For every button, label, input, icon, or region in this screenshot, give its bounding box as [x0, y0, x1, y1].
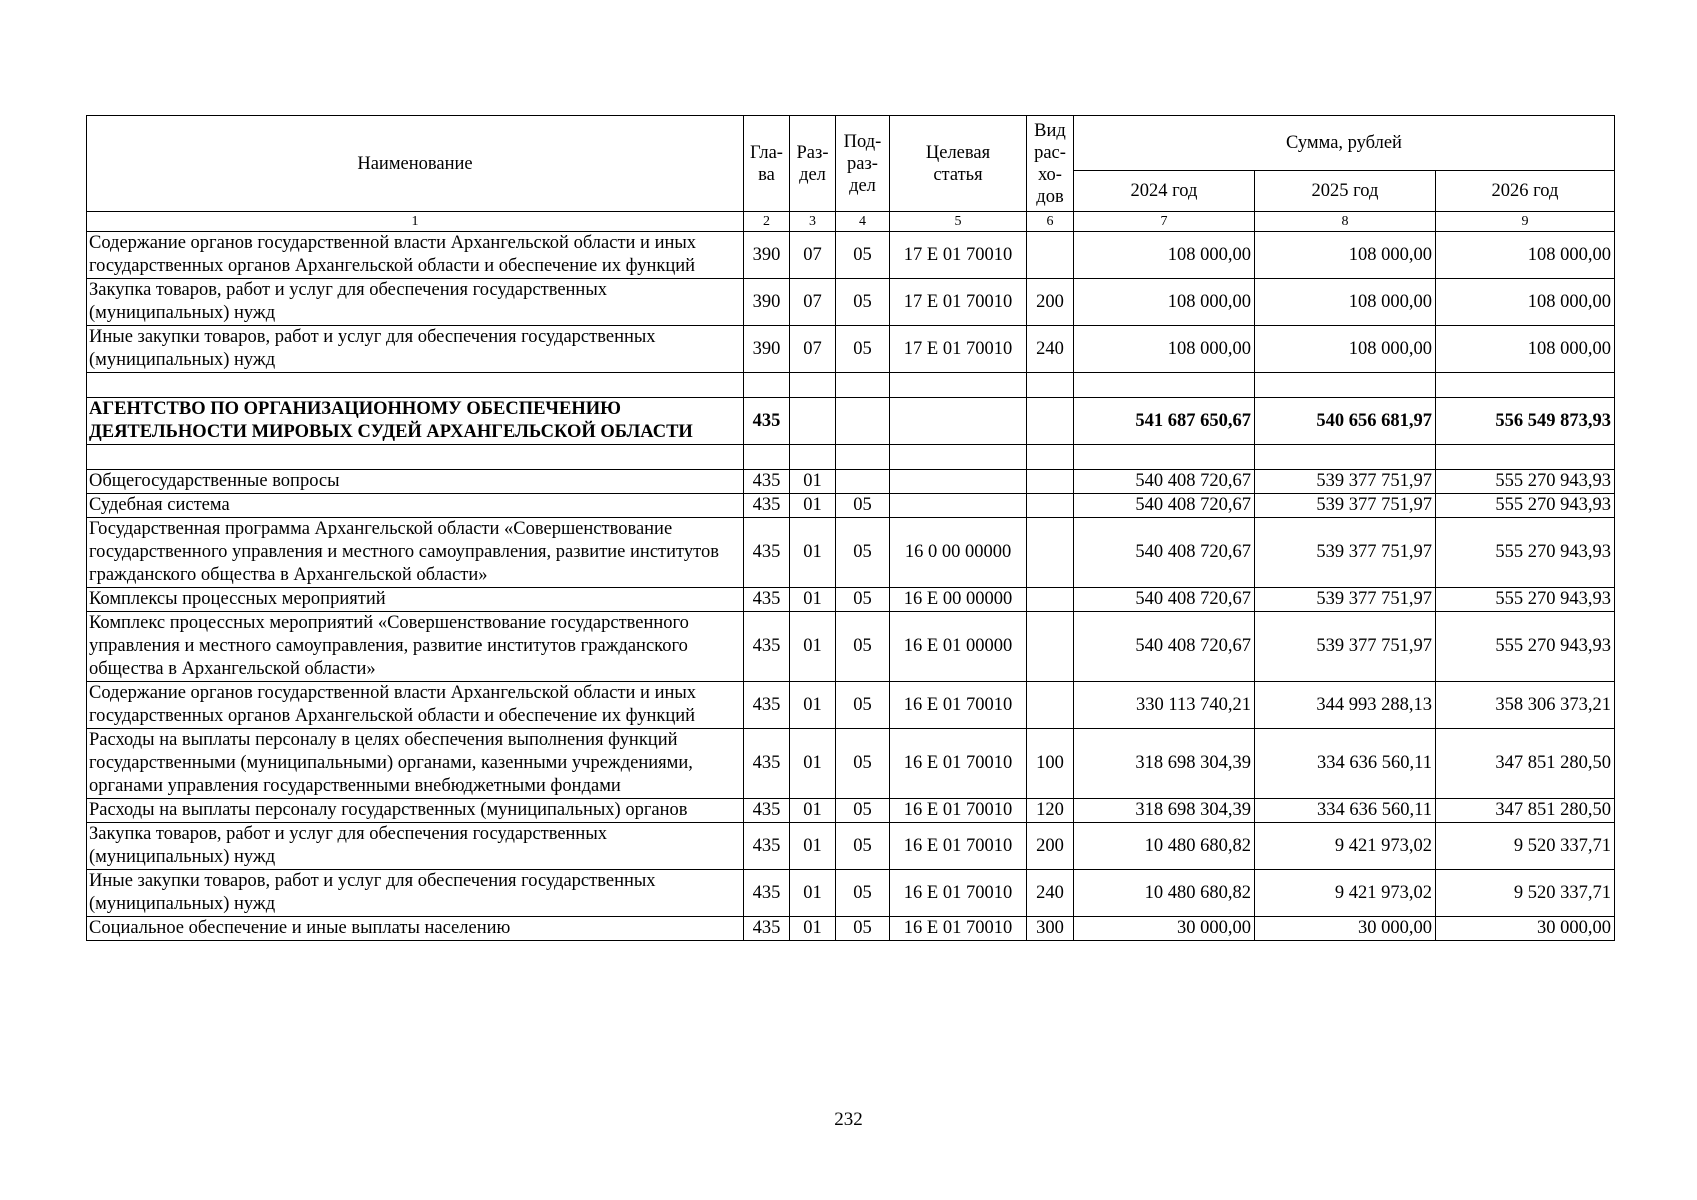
header-name: Наименование — [87, 116, 744, 212]
cell-podrazdel — [836, 398, 890, 445]
cell-razdel — [790, 398, 836, 445]
cell-name: Социальное обеспечение и иные выплаты населению — [87, 917, 744, 941]
cell-sum-2026 — [1436, 373, 1615, 398]
cell-podrazdel: 05 — [836, 232, 890, 279]
cell-sum-2024: 540 408 720,67 — [1074, 518, 1255, 588]
cell-name: Иные закупки товаров, работ и услуг для обеспечения государственных (муниципальных) нужд — [87, 870, 744, 917]
cell-podrazdel — [836, 445, 890, 470]
cell-name: Содержание органов государственной власти Архангельской области и иных государственных органов Архангельской области и обеспечение их функций — [87, 232, 744, 279]
cell-sum-2025 — [1255, 445, 1436, 470]
cell-expense-type — [1027, 398, 1074, 445]
cell-target-article: 17 Е 01 70010 — [890, 279, 1027, 326]
cell-glava: 435 — [744, 612, 790, 682]
cell-name: АГЕНТСТВО ПО ОРГАНИЗАЦИОННОМУ ОБЕСПЕЧЕНИЮ ДЕЯТЕЛЬНОСТИ МИРОВЫХ СУДЕЙ АРХАНГЕЛЬСКОЙ ОБЛАСТИ — [87, 398, 744, 445]
cell-target-article: 17 Е 01 70010 — [890, 232, 1027, 279]
cell-podrazdel: 05 — [836, 917, 890, 941]
cell-sum-2025: 539 377 751,97 — [1255, 588, 1436, 612]
cell-expense-type — [1027, 494, 1074, 518]
cell-sum-2026: 555 270 943,93 — [1436, 470, 1615, 494]
cell-expense-type: 240 — [1027, 326, 1074, 373]
cell-target-article: 16 Е 01 70010 — [890, 682, 1027, 729]
cell-expense-type: 100 — [1027, 729, 1074, 799]
cell-razdel — [790, 445, 836, 470]
empty-row — [87, 373, 1615, 398]
cell-target-article — [890, 445, 1027, 470]
cell-razdel: 07 — [790, 326, 836, 373]
cell-podrazdel: 05 — [836, 326, 890, 373]
cell-name: Закупка товаров, работ и услуг для обеспечения государственных (муниципальных) нужд — [87, 279, 744, 326]
cell-sum-2026: 358 306 373,21 — [1436, 682, 1615, 729]
cell-podrazdel: 05 — [836, 518, 890, 588]
cell-name: Содержание органов государственной власти Архангельской области и иных государственных органов Архангельской области и обеспечение их функций — [87, 682, 744, 729]
cell-sum-2025: 30 000,00 — [1255, 917, 1436, 941]
column-number-row — [87, 212, 1615, 232]
cell-podrazdel: 05 — [836, 494, 890, 518]
cell-razdel: 01 — [790, 612, 836, 682]
cell-podrazdel: 05 — [836, 799, 890, 823]
cell-name: Комплексы процессных мероприятий — [87, 588, 744, 612]
table-body — [87, 212, 1615, 941]
cell-name: Расходы на выплаты персоналу государственных (муниципальных) органов — [87, 799, 744, 823]
cell-sum-2024 — [1074, 373, 1255, 398]
cell-sum-2026 — [1436, 445, 1615, 470]
cell-razdel: 01 — [790, 682, 836, 729]
cell-sum-2025: 334 636 560,11 — [1255, 729, 1436, 799]
cell-expense-type — [1027, 445, 1074, 470]
column-number: 6 — [1027, 212, 1074, 232]
cell-podrazdel — [836, 373, 890, 398]
cell-sum-2024: 108 000,00 — [1074, 279, 1255, 326]
cell-podrazdel: 05 — [836, 612, 890, 682]
cell-name: Общегосударственные вопросы — [87, 470, 744, 494]
cell-sum-2025: 539 377 751,97 — [1255, 518, 1436, 588]
cell-target-article — [890, 398, 1027, 445]
cell-expense-type — [1027, 612, 1074, 682]
cell-razdel: 01 — [790, 494, 836, 518]
cell-razdel: 01 — [790, 518, 836, 588]
cell-target-article: 16 Е 01 70010 — [890, 823, 1027, 870]
cell-razdel: 01 — [790, 729, 836, 799]
cell-sum-2026: 347 851 280,50 — [1436, 799, 1615, 823]
cell-glava: 435 — [744, 470, 790, 494]
cell-sum-2025 — [1255, 373, 1436, 398]
cell-sum-2025: 9 421 973,02 — [1255, 870, 1436, 917]
cell-target-article — [890, 494, 1027, 518]
cell-name: Закупка товаров, работ и услуг для обеспечения государственных (муниципальных) нужд — [87, 823, 744, 870]
cell-sum-2026: 108 000,00 — [1436, 326, 1615, 373]
cell-glava — [744, 373, 790, 398]
cell-name — [87, 445, 744, 470]
cell-sum-2025: 9 421 973,02 — [1255, 823, 1436, 870]
cell-sum-2024: 10 480 680,82 — [1074, 823, 1255, 870]
cell-expense-type: 300 — [1027, 917, 1074, 941]
cell-razdel: 01 — [790, 823, 836, 870]
cell-expense-type: 240 — [1027, 870, 1074, 917]
cell-sum-2026: 347 851 280,50 — [1436, 729, 1615, 799]
cell-sum-2025: 344 993 288,13 — [1255, 682, 1436, 729]
cell-target-article: 16 0 00 00000 — [890, 518, 1027, 588]
cell-target-article: 16 Е 01 00000 — [890, 612, 1027, 682]
budget-table — [86, 115, 1615, 941]
section-header-row — [87, 398, 1615, 445]
table-row — [87, 326, 1615, 373]
cell-podrazdel — [836, 470, 890, 494]
cell-expense-type: 120 — [1027, 799, 1074, 823]
cell-sum-2024: 108 000,00 — [1074, 326, 1255, 373]
cell-name: Иные закупки товаров, работ и услуг для обеспечения государственных (муниципальных) нужд — [87, 326, 744, 373]
cell-target-article: 16 Е 01 70010 — [890, 917, 1027, 941]
cell-sum-2025: 108 000,00 — [1255, 232, 1436, 279]
page-number: 232 — [834, 1109, 863, 1130]
table-row — [87, 682, 1615, 729]
header-year-2025: 2025 год — [1255, 171, 1436, 212]
cell-glava: 390 — [744, 279, 790, 326]
header-podrazdel: Под- раз- дел — [836, 116, 890, 212]
cell-glava: 435 — [744, 729, 790, 799]
cell-sum-2024 — [1074, 445, 1255, 470]
cell-target-article — [890, 470, 1027, 494]
cell-expense-type — [1027, 588, 1074, 612]
cell-sum-2024: 540 408 720,67 — [1074, 494, 1255, 518]
cell-sum-2025: 539 377 751,97 — [1255, 612, 1436, 682]
column-number: 1 — [87, 212, 744, 232]
header-expense-type: Вид рас- хо- дов — [1027, 116, 1074, 212]
cell-sum-2026: 555 270 943,93 — [1436, 518, 1615, 588]
cell-name — [87, 373, 744, 398]
cell-razdel: 07 — [790, 279, 836, 326]
cell-name: Судебная система — [87, 494, 744, 518]
cell-sum-2024: 540 408 720,67 — [1074, 470, 1255, 494]
cell-podrazdel: 05 — [836, 682, 890, 729]
cell-sum-2025: 108 000,00 — [1255, 326, 1436, 373]
cell-glava: 435 — [744, 799, 790, 823]
cell-expense-type — [1027, 373, 1074, 398]
cell-sum-2026: 9 520 337,71 — [1436, 823, 1615, 870]
cell-razdel: 07 — [790, 232, 836, 279]
cell-razdel — [790, 373, 836, 398]
cell-glava: 390 — [744, 326, 790, 373]
cell-razdel: 01 — [790, 917, 836, 941]
cell-glava: 435 — [744, 682, 790, 729]
cell-sum-2024: 540 408 720,67 — [1074, 612, 1255, 682]
header-year-2026: 2026 год — [1436, 171, 1615, 212]
header-glava: Гла- ва — [744, 116, 790, 212]
cell-sum-2026: 556 549 873,93 — [1436, 398, 1615, 445]
cell-glava: 435 — [744, 917, 790, 941]
table-row — [87, 518, 1615, 588]
cell-sum-2024: 330 113 740,21 — [1074, 682, 1255, 729]
budget-table-page — [86, 115, 1614, 941]
cell-sum-2025: 334 636 560,11 — [1255, 799, 1436, 823]
cell-target-article: 16 Е 01 70010 — [890, 799, 1027, 823]
cell-name: Государственная программа Архангельской области «Совершенствование государственного управления и местного самоуправления, развитие институтов гражданского общества в Архангельской области» — [87, 518, 744, 588]
cell-podrazdel: 05 — [836, 588, 890, 612]
cell-glava: 435 — [744, 588, 790, 612]
cell-sum-2026: 108 000,00 — [1436, 232, 1615, 279]
cell-target-article: 17 Е 01 70010 — [890, 326, 1027, 373]
cell-razdel: 01 — [790, 870, 836, 917]
cell-name: Комплекс процессных мероприятий «Совершенствование государственного управления и местного самоуправления, развитие институтов гражданского общества в Архангельской области» — [87, 612, 744, 682]
cell-expense-type — [1027, 470, 1074, 494]
cell-glava: 435 — [744, 518, 790, 588]
cell-sum-2025: 539 377 751,97 — [1255, 470, 1436, 494]
column-number: 2 — [744, 212, 790, 232]
column-number: 3 — [790, 212, 836, 232]
table-row — [87, 870, 1615, 917]
cell-target-article: 16 Е 01 70010 — [890, 729, 1027, 799]
cell-expense-type — [1027, 682, 1074, 729]
cell-sum-2024: 540 408 720,67 — [1074, 588, 1255, 612]
table-row — [87, 232, 1615, 279]
cell-razdel: 01 — [790, 799, 836, 823]
cell-expense-type — [1027, 518, 1074, 588]
cell-sum-2024: 318 698 304,39 — [1074, 799, 1255, 823]
table-row — [87, 823, 1615, 870]
cell-sum-2025: 108 000,00 — [1255, 279, 1436, 326]
cell-sum-2025: 540 656 681,97 — [1255, 398, 1436, 445]
cell-target-article: 16 Е 01 70010 — [890, 870, 1027, 917]
column-number: 9 — [1436, 212, 1615, 232]
cell-glava — [744, 445, 790, 470]
table-row — [87, 470, 1615, 494]
cell-glava: 435 — [744, 398, 790, 445]
cell-sum-2026: 108 000,00 — [1436, 279, 1615, 326]
cell-razdel: 01 — [790, 588, 836, 612]
cell-glava: 435 — [744, 823, 790, 870]
table-row — [87, 279, 1615, 326]
cell-name: Расходы на выплаты персоналу в целях обеспечения выполнения функций государственными (муниципальными) органами, казенными учреждениями, органами управления государственными внебюджетными фондами — [87, 729, 744, 799]
cell-glava: 390 — [744, 232, 790, 279]
table-row — [87, 494, 1615, 518]
column-number: 7 — [1074, 212, 1255, 232]
cell-glava: 435 — [744, 870, 790, 917]
cell-sum-2026: 555 270 943,93 — [1436, 588, 1615, 612]
cell-target-article: 16 Е 00 00000 — [890, 588, 1027, 612]
cell-glava: 435 — [744, 494, 790, 518]
column-number: 5 — [890, 212, 1027, 232]
cell-sum-2025: 539 377 751,97 — [1255, 494, 1436, 518]
header-target-article: Целевая статья — [890, 116, 1027, 212]
cell-sum-2024: 10 480 680,82 — [1074, 870, 1255, 917]
cell-sum-2024: 30 000,00 — [1074, 917, 1255, 941]
table-row — [87, 588, 1615, 612]
cell-sum-2024: 318 698 304,39 — [1074, 729, 1255, 799]
header-sum: Сумма, рублей — [1074, 116, 1615, 171]
cell-sum-2026: 555 270 943,93 — [1436, 494, 1615, 518]
cell-target-article — [890, 373, 1027, 398]
cell-expense-type: 200 — [1027, 279, 1074, 326]
table-row — [87, 612, 1615, 682]
cell-sum-2026: 9 520 337,71 — [1436, 870, 1615, 917]
column-number: 8 — [1255, 212, 1436, 232]
cell-podrazdel: 05 — [836, 870, 890, 917]
cell-expense-type — [1027, 232, 1074, 279]
column-number: 4 — [836, 212, 890, 232]
cell-podrazdel: 05 — [836, 823, 890, 870]
table-row — [87, 917, 1615, 941]
cell-podrazdel: 05 — [836, 729, 890, 799]
cell-expense-type: 200 — [1027, 823, 1074, 870]
cell-razdel: 01 — [790, 470, 836, 494]
cell-sum-2024: 108 000,00 — [1074, 232, 1255, 279]
header-year-2024: 2024 год — [1074, 171, 1255, 212]
cell-sum-2026: 555 270 943,93 — [1436, 612, 1615, 682]
header-razdel: Раз- дел — [790, 116, 836, 212]
table-row — [87, 729, 1615, 799]
cell-sum-2024: 541 687 650,67 — [1074, 398, 1255, 445]
table-row — [87, 799, 1615, 823]
cell-sum-2026: 30 000,00 — [1436, 917, 1615, 941]
empty-row — [87, 445, 1615, 470]
cell-podrazdel: 05 — [836, 279, 890, 326]
